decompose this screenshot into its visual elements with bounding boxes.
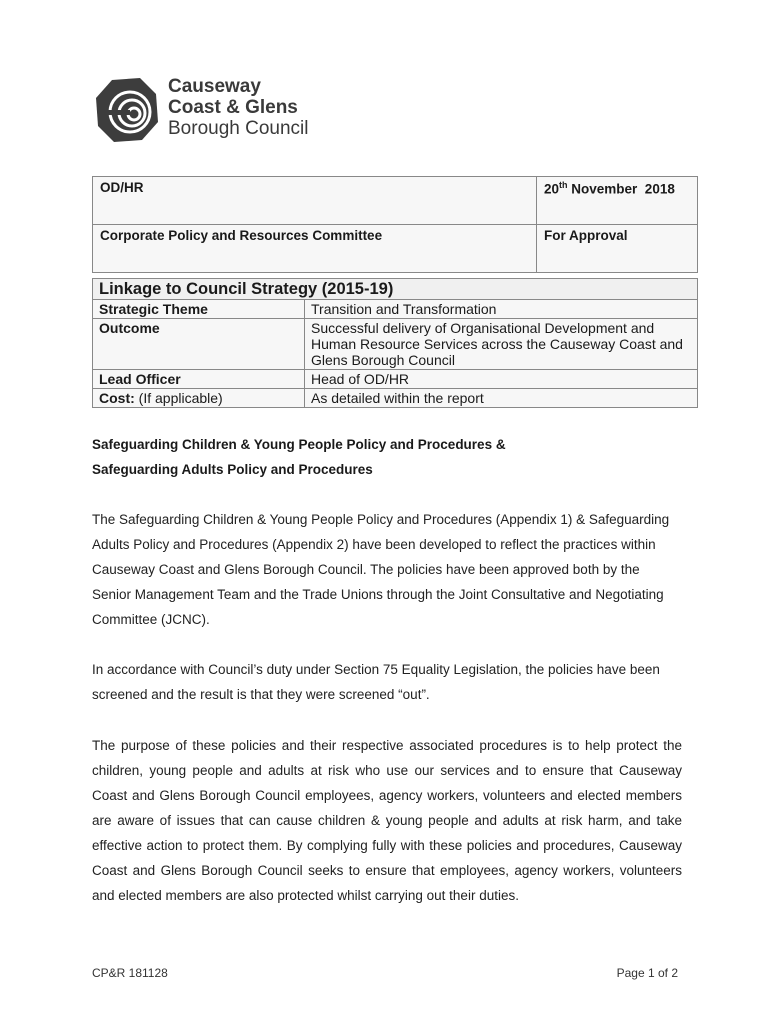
page-number: Page 1 of 2 xyxy=(616,966,678,980)
logo-wordmark xyxy=(168,76,308,139)
paragraph-3: The purpose of these policies and their respective associated procedures is to help protect the children, young people and adults at risk who use our services and to ensure that Causeway Coast and Glens Borough Council employees, agency workers, volunteers and elected members are aware of issues that can cause children & young people and adults at risk harm, and take effective action to protect them. By complying fully with these policies and procedures, Causeway Coast and Glens Borough Council seeks to ensure that employees, agency workers, volunteers and elected members are also protected whilst carrying out their duties. xyxy=(92,738,682,903)
cost-label-cell xyxy=(93,389,305,408)
date-cell xyxy=(537,177,698,225)
committee-cell: Corporate Policy and Resources Committee xyxy=(93,225,537,273)
date-day: 20 xyxy=(544,181,560,197)
footer-reference: CP&R 181128 xyxy=(92,966,168,980)
cost-value: As detailed within the report xyxy=(305,389,698,408)
paragraph-2: In accordance with Council’s duty under Section 75 Equality Legislation, the policies have been screened and the result is that they were screened “out”. xyxy=(92,662,660,702)
spiral-logo-icon xyxy=(92,76,162,146)
date-suffix: th xyxy=(559,180,568,190)
logo-line-1: Causeway xyxy=(168,76,261,97)
report-header-table xyxy=(92,176,698,273)
council-logo xyxy=(92,76,322,146)
date-rest: November 2018 xyxy=(567,181,675,197)
logo-line-3: Borough Council xyxy=(168,118,309,139)
report-heading xyxy=(92,432,702,482)
outcome-label: Outcome xyxy=(93,319,305,370)
strategic-theme-label: Strategic Theme xyxy=(93,300,305,319)
heading-line-1: Safeguarding Children & Young People Policy and Procedures & xyxy=(92,437,506,452)
lead-officer-value: Head of OD/HR xyxy=(305,370,698,389)
linkage-table xyxy=(92,278,698,408)
linkage-title: Linkage to Council Strategy (2015-19) xyxy=(93,279,698,300)
cost-label-note: (If applicable) xyxy=(134,390,223,406)
heading-line-2: Safeguarding Adults Policy and Procedures xyxy=(92,462,373,477)
cost-label: Cost: xyxy=(99,390,135,406)
department-cell: OD/HR xyxy=(93,177,537,225)
status-cell: For Approval xyxy=(537,225,698,273)
logo-line-2: Coast & Glens xyxy=(168,97,298,118)
paragraph-1: The Safeguarding Children & Young People Policy and Procedures (Appendix 1) & Safeguarding Adults Policy and Procedures (Appendix 2) have been developed to reflect the practices within Causeway Coast and Glens Borough Council. The policies have been approved both by the Senior Management Team and the Trade Unions through the Joint Consultative and Negotiating Committee (JCNC). xyxy=(92,512,670,627)
strategic-theme-value: Transition and Transformation xyxy=(305,300,698,319)
lead-officer-label: Lead Officer xyxy=(93,370,305,389)
outcome-value: Successful delivery of Organisational Development and Human Resource Services across the Causeway Coast and Glens Borough Council xyxy=(305,319,698,370)
